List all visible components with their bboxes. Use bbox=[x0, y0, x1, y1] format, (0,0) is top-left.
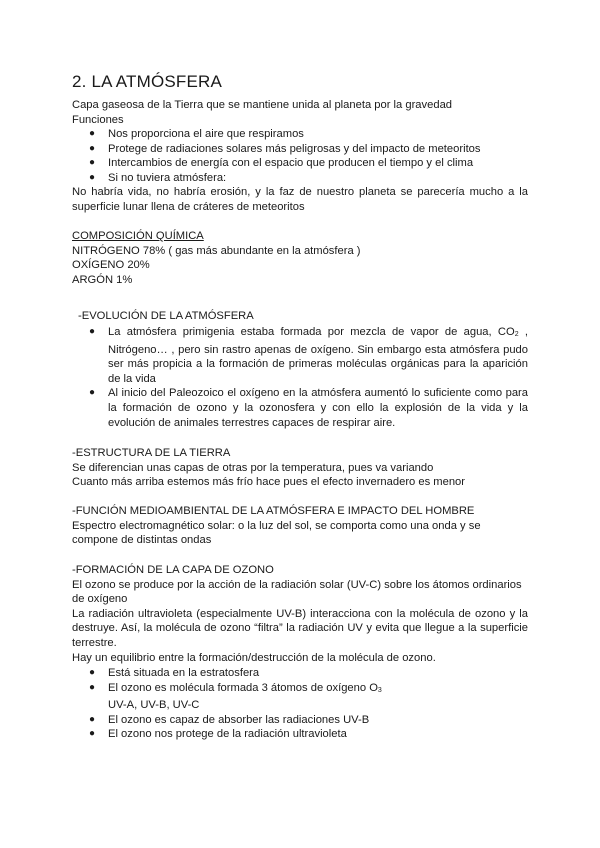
bullet-icon: ● bbox=[89, 157, 96, 169]
functions-label: Funciones bbox=[72, 113, 124, 126]
ozone-paragraph: El ozono se produce por la acción de la radiación solar (UV-C) sobre los átomos ordinarios de oxígeno bbox=[72, 578, 522, 606]
bullet-icon: ● bbox=[89, 681, 96, 693]
evolution-list bbox=[72, 325, 528, 430]
bullet-icon: ● bbox=[89, 728, 96, 740]
composition-item: OXÍGENO 20% bbox=[72, 259, 150, 272]
bullet-icon: ● bbox=[89, 387, 96, 399]
bullet-icon: ● bbox=[89, 667, 96, 678]
bullet-icon: ● bbox=[89, 326, 96, 337]
composition-item: NITRÓGENO 78% ( gas más abundante en la atmósfera ) bbox=[72, 244, 361, 257]
environment-text: Espectro electromagnético solar: o la luz del sol, se comporta como una onda y se compone de distintas ondas bbox=[72, 519, 481, 547]
intro-section bbox=[72, 98, 528, 127]
list-item: ● Intercambios de energía con el espacio que producen el tiempo y el clima bbox=[89, 157, 474, 170]
intro-definition: Capa gaseosa de la Tierra que se mantiene unida al planeta por la gravedad bbox=[72, 99, 453, 111]
structure-heading: -ESTRUCTURA DE LA TIERRA bbox=[72, 447, 231, 459]
list-item: ● El ozono nos protege de la radiación ultravioleta bbox=[89, 728, 347, 741]
list-item: ● El ozono es capaz de absorber las radiaciones UV-B bbox=[89, 713, 370, 726]
list-item: ● Al inicio del Paleozoico el oxígeno en la atmósfera aumentó lo suficiente como para la formación de ozono y la ozonosfera y con ello la explosión de la vida y la evolución de animales terrestres capaces de respirar aire. bbox=[89, 387, 528, 429]
list-item: ● Está situada en la estratosfera bbox=[89, 667, 260, 679]
bullet-icon: ● bbox=[89, 171, 96, 183]
list-item: ● El ozono es molécula formada 3 átomos de oxígeno O3 UV-A, UV-B, UV-C bbox=[89, 681, 382, 712]
ozone-heading: -FORMACIÓN DE LA CAPA DE OZONO bbox=[72, 564, 274, 576]
composition-section bbox=[72, 229, 528, 287]
evolution-heading: -EVOLUCIÓN DE LA ATMÓSFERA bbox=[78, 310, 254, 322]
page-title: 2. LA ATMÓSFERA bbox=[72, 72, 223, 91]
ozone-paragraph: Hay un equilibrio entre la formación/destrucción de la molécula de ozono. bbox=[72, 651, 436, 664]
environment-heading: -FUNCIÓN MEDIOAMBIENTAL DE LA ATMÓSFERA E IMPACTO DEL HOMBRE bbox=[72, 505, 475, 517]
bullet-icon: ● bbox=[89, 713, 96, 725]
environment-section bbox=[72, 504, 528, 548]
list-item: ● La atmósfera primigenia estaba formada por mezcla de vapor de agua, CO2 , Nitrógeno… , pero sin rastro apenas de oxígeno. Sin embargo esta atmósfera pudo ser más propicia a la formación de primeras moléculas orgánicas para la aparición de la vida bbox=[89, 326, 528, 385]
bullet-icon: ● bbox=[89, 142, 96, 154]
ozone-paragraph: La radiación ultravioleta (especialmente UV-B) interacciona con la molécula de ozono y la destruye. Así, la molécula de ozono “filtra” la radiación UV y evita que llegue a la superficie terrestre. bbox=[72, 607, 528, 649]
ozone-list bbox=[72, 666, 528, 742]
intro-conclusion: No habría vida, no habría erosión, y la faz de nuestro planeta se parecería mucho a la superficie lunar llena de cráteres de meteoritos bbox=[72, 186, 528, 213]
functions-list bbox=[72, 127, 528, 185]
structure-section bbox=[72, 446, 528, 490]
structure-line: Se diferencian unas capas de otras por la temperatura, pues va variando bbox=[72, 461, 434, 474]
list-item: ● Si no tuviera atmósfera: bbox=[89, 171, 227, 184]
bullet-icon: ● bbox=[89, 128, 96, 139]
structure-line: Cuanto más arriba estemos más frío hace pues el efecto invernadero es menor bbox=[72, 476, 466, 489]
ozone-section bbox=[72, 563, 528, 665]
list-item: ● Protege de radiaciones solares más peligrosas y del impacto de meteoritos bbox=[89, 142, 481, 155]
composition-item: ARGÓN 1% bbox=[72, 273, 133, 286]
list-item: ● Nos proporciona el aire que respiramos bbox=[89, 128, 304, 140]
composition-heading: COMPOSICIÓN QUÍMICA bbox=[72, 230, 204, 242]
